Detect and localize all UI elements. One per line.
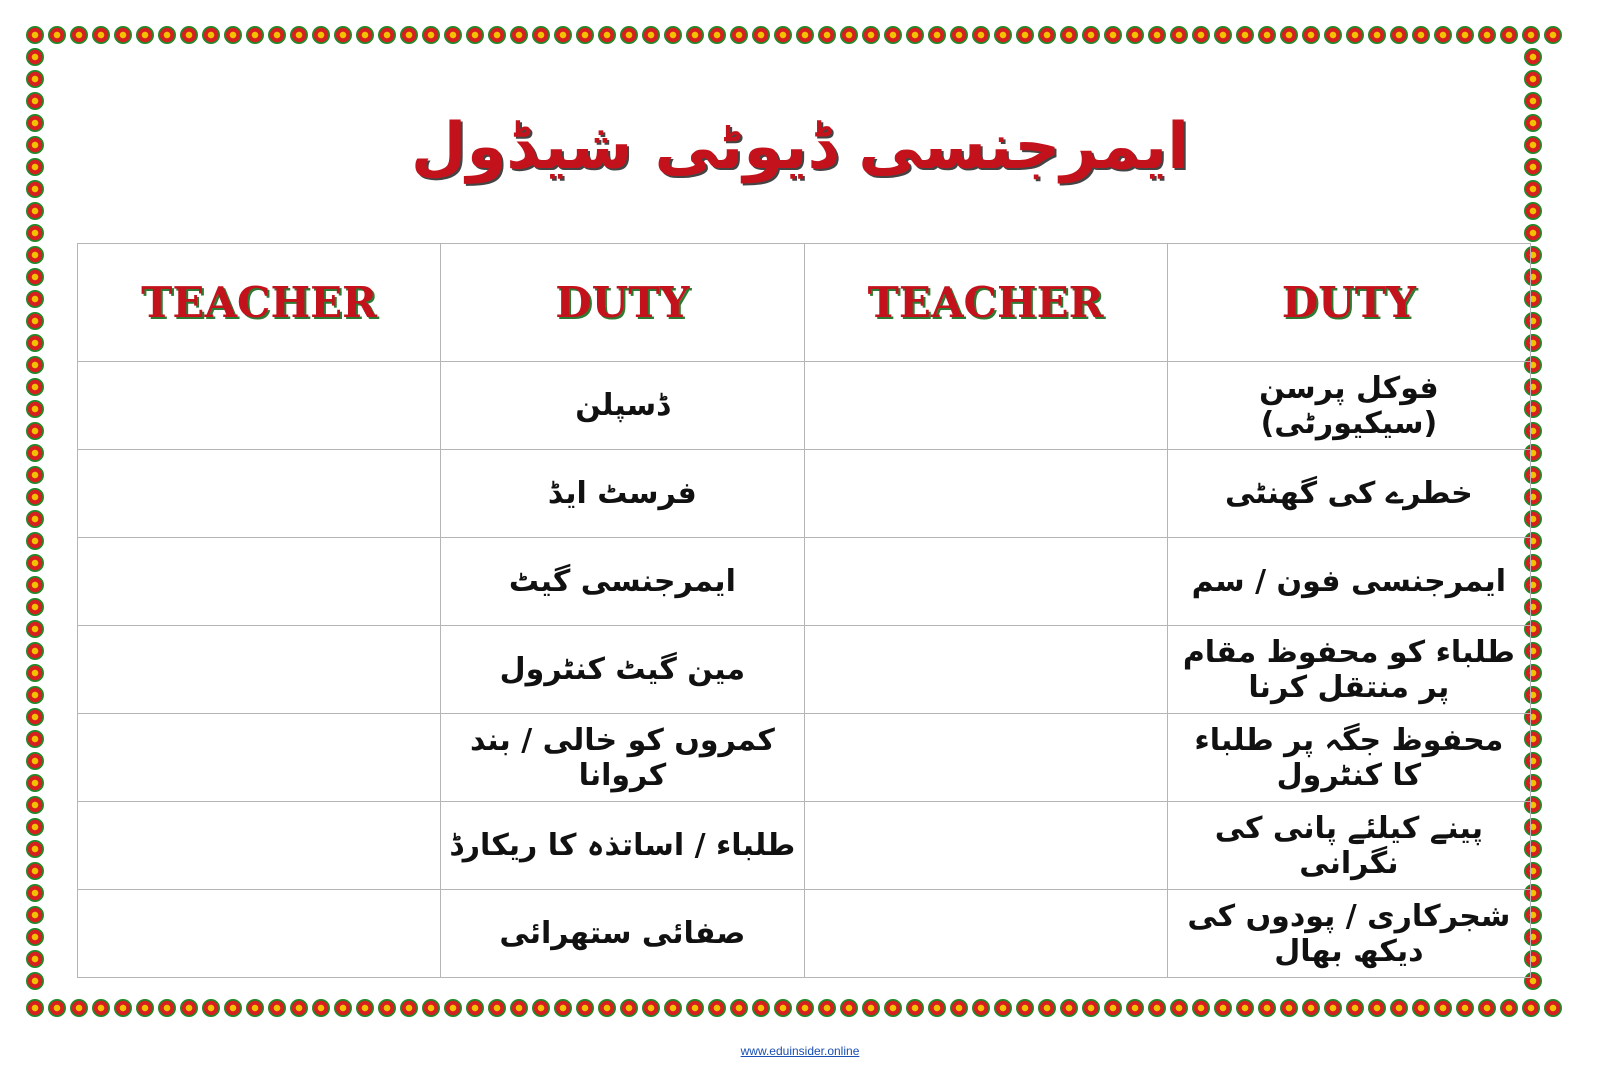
- flower-icon: [290, 26, 308, 44]
- flower-icon: [906, 999, 924, 1017]
- flower-icon: [1522, 999, 1540, 1017]
- flower-icon: [928, 999, 946, 1017]
- flower-icon: [114, 26, 132, 44]
- table-row: [78, 626, 1531, 714]
- flower-icon: [114, 999, 132, 1017]
- flower-icon: [1390, 26, 1408, 44]
- flower-icon: [356, 999, 374, 1017]
- flower-icon: [642, 26, 660, 44]
- flower-icon: [26, 730, 44, 748]
- flower-icon: [1302, 999, 1320, 1017]
- flower-icon: [422, 999, 440, 1017]
- flower-icon: [1302, 26, 1320, 44]
- flower-icon: [26, 554, 44, 572]
- flower-icon: [1192, 999, 1210, 1017]
- flower-icon: [1082, 999, 1100, 1017]
- flower-icon: [1346, 26, 1364, 44]
- flower-icon: [686, 999, 704, 1017]
- table-row: [78, 362, 1531, 450]
- teacher-cell[interactable]: [78, 450, 441, 538]
- flower-icon: [26, 928, 44, 946]
- flower-icon: [1324, 999, 1342, 1017]
- flower-icon: [1170, 26, 1188, 44]
- flower-icon: [444, 26, 462, 44]
- flower-icon: [1280, 999, 1298, 1017]
- flower-icon: [26, 576, 44, 594]
- flower-icon: [26, 999, 44, 1017]
- website-link[interactable]: www.eduinsider.online: [740, 1044, 860, 1058]
- flower-icon: [26, 950, 44, 968]
- flower-icon: [598, 999, 616, 1017]
- flower-icon: [1104, 999, 1122, 1017]
- flower-icon: [268, 26, 286, 44]
- header-row: [78, 244, 1531, 362]
- flower-icon: [400, 999, 418, 1017]
- flower-icon: [1346, 999, 1364, 1017]
- flower-icon: [928, 26, 946, 44]
- flower-icon: [1524, 202, 1542, 220]
- teacher-cell[interactable]: [78, 538, 441, 626]
- flower-icon: [26, 268, 44, 286]
- table-row: [78, 714, 1531, 802]
- flower-icon: [576, 999, 594, 1017]
- flower-icon: [268, 999, 286, 1017]
- teacher-cell[interactable]: [78, 626, 441, 714]
- flower-icon: [1214, 26, 1232, 44]
- flower-icon: [1280, 26, 1298, 44]
- flower-icon: [554, 999, 572, 1017]
- flower-icon: [994, 26, 1012, 44]
- flower-icon: [1368, 26, 1386, 44]
- flower-icon: [1478, 999, 1496, 1017]
- flower-icon: [26, 884, 44, 902]
- flower-icon: [1148, 999, 1166, 1017]
- flower-border-top: [24, 24, 1576, 46]
- flower-icon: [466, 26, 484, 44]
- flower-icon: [180, 26, 198, 44]
- flower-icon: [48, 999, 66, 1017]
- flower-icon: [26, 818, 44, 836]
- duty-cell: شجرکاری / پودوں کی دیکھ بھال: [1167, 890, 1530, 978]
- duty-cell: کمروں کو خالی / بند کروانا: [441, 714, 804, 802]
- flower-icon: [1412, 26, 1430, 44]
- flower-icon: [884, 999, 902, 1017]
- flower-icon: [26, 598, 44, 616]
- teacher-cell[interactable]: [78, 802, 441, 890]
- flower-icon: [224, 999, 242, 1017]
- flower-icon: [290, 999, 308, 1017]
- flower-icon: [1368, 999, 1386, 1017]
- flower-icon: [862, 999, 880, 1017]
- flower-icon: [92, 999, 110, 1017]
- flower-icon: [422, 26, 440, 44]
- flower-icon: [510, 999, 528, 1017]
- flower-icon: [26, 48, 44, 66]
- duty-cell: فرسٹ ایڈ: [441, 450, 804, 538]
- flower-icon: [1500, 999, 1518, 1017]
- flower-icon: [334, 999, 352, 1017]
- flower-icon: [1524, 92, 1542, 110]
- flower-icon: [26, 796, 44, 814]
- flower-icon: [620, 26, 638, 44]
- flower-icon: [1104, 26, 1122, 44]
- flower-icon: [730, 999, 748, 1017]
- flower-icon: [642, 999, 660, 1017]
- flower-icon: [26, 466, 44, 484]
- flower-icon: [950, 999, 968, 1017]
- flower-icon: [26, 708, 44, 726]
- flower-icon: [1170, 999, 1188, 1017]
- flower-icon: [312, 999, 330, 1017]
- flower-icon: [774, 26, 792, 44]
- flower-icon: [26, 906, 44, 924]
- flower-icon: [752, 26, 770, 44]
- flower-icon: [26, 70, 44, 88]
- flower-icon: [136, 26, 154, 44]
- flower-icon: [532, 26, 550, 44]
- flower-icon: [26, 92, 44, 110]
- flower-icon: [598, 26, 616, 44]
- duty-cell: صفائی ستھرائی: [441, 890, 804, 978]
- flower-icon: [26, 422, 44, 440]
- flower-icon: [1126, 26, 1144, 44]
- teacher-cell[interactable]: [804, 626, 1167, 714]
- flower-icon: [1500, 26, 1518, 44]
- flower-icon: [312, 26, 330, 44]
- flower-icon: [180, 999, 198, 1017]
- flower-icon: [26, 664, 44, 682]
- flower-icon: [26, 246, 44, 264]
- flower-icon: [1524, 224, 1542, 242]
- flower-icon: [26, 510, 44, 528]
- duty-cell: ایمرجنسی گیٹ: [441, 538, 804, 626]
- flower-icon: [26, 620, 44, 638]
- teacher-cell[interactable]: [804, 890, 1167, 978]
- flower-icon: [70, 26, 88, 44]
- flower-icon: [1544, 26, 1562, 44]
- flower-icon: [26, 686, 44, 704]
- header-duty-2: DUTY: [1167, 244, 1530, 362]
- flower-icon: [730, 26, 748, 44]
- flower-icon: [818, 26, 836, 44]
- flower-icon: [840, 999, 858, 1017]
- flower-icon: [48, 26, 66, 44]
- flower-border-bottom: [24, 997, 1576, 1019]
- teacher-cell[interactable]: [78, 362, 441, 450]
- flower-icon: [246, 26, 264, 44]
- flower-icon: [1524, 48, 1542, 66]
- teacher-cell[interactable]: [804, 538, 1167, 626]
- flower-icon: [972, 999, 990, 1017]
- teacher-cell[interactable]: [804, 802, 1167, 890]
- flower-icon: [158, 26, 176, 44]
- table-row: [78, 890, 1531, 978]
- flower-icon: [950, 26, 968, 44]
- flower-icon: [994, 999, 1012, 1017]
- flower-icon: [70, 999, 88, 1017]
- flower-icon: [444, 999, 462, 1017]
- flower-icon: [356, 26, 374, 44]
- flower-icon: [224, 26, 242, 44]
- flower-icon: [1324, 26, 1342, 44]
- flower-icon: [1258, 26, 1276, 44]
- duty-cell: طلباء / اساتذہ کا ریکارڈ: [441, 802, 804, 890]
- header-duty-1: DUTY: [441, 244, 804, 362]
- teacher-cell[interactable]: [804, 714, 1167, 802]
- flower-icon: [26, 532, 44, 550]
- duty-cell: خطرے کی گھنٹی: [1167, 450, 1530, 538]
- flower-icon: [26, 972, 44, 990]
- flower-icon: [510, 26, 528, 44]
- flower-icon: [1456, 999, 1474, 1017]
- page-title: ایمرجنسی ڈیوٹی شیڈول: [410, 110, 1190, 184]
- flower-icon: [488, 26, 506, 44]
- flower-icon: [1082, 26, 1100, 44]
- duty-cell: مین گیٹ کنٹرول: [441, 626, 804, 714]
- flower-icon: [26, 290, 44, 308]
- flower-icon: [400, 26, 418, 44]
- duty-cell: ایمرجنسی فون / سم: [1167, 538, 1530, 626]
- flower-icon: [1038, 26, 1056, 44]
- flower-icon: [1192, 26, 1210, 44]
- duty-cell: ڈسپلن: [441, 362, 804, 450]
- flower-icon: [1016, 26, 1034, 44]
- flower-icon: [1016, 999, 1034, 1017]
- flower-icon: [1412, 999, 1430, 1017]
- flower-icon: [26, 400, 44, 418]
- flower-border-left: [24, 46, 46, 997]
- flower-icon: [1060, 26, 1078, 44]
- flower-icon: [1038, 999, 1056, 1017]
- flower-icon: [26, 862, 44, 880]
- flower-icon: [906, 26, 924, 44]
- flower-icon: [1214, 999, 1232, 1017]
- flower-icon: [1148, 26, 1166, 44]
- flower-icon: [1258, 999, 1276, 1017]
- flower-icon: [466, 999, 484, 1017]
- flower-icon: [1236, 26, 1254, 44]
- flower-icon: [1390, 999, 1408, 1017]
- flower-icon: [1126, 999, 1144, 1017]
- flower-icon: [26, 774, 44, 792]
- teacher-cell[interactable]: [78, 714, 441, 802]
- flower-icon: [92, 26, 110, 44]
- flower-icon: [752, 999, 770, 1017]
- teacher-cell[interactable]: [804, 450, 1167, 538]
- flower-icon: [26, 26, 44, 44]
- flower-icon: [796, 999, 814, 1017]
- table-row: [78, 538, 1531, 626]
- flower-icon: [246, 999, 264, 1017]
- duty-cell: طلباء کو محفوظ مقام پر منتقل کرنا: [1167, 626, 1530, 714]
- flower-icon: [26, 840, 44, 858]
- duty-schedule-table: [77, 243, 1531, 978]
- flower-icon: [26, 312, 44, 330]
- flower-icon: [664, 999, 682, 1017]
- flower-icon: [554, 26, 572, 44]
- teacher-cell[interactable]: [804, 362, 1167, 450]
- flower-icon: [1544, 999, 1562, 1017]
- flower-icon: [378, 999, 396, 1017]
- flower-icon: [708, 999, 726, 1017]
- duty-cell: محفوظ جگہ پر طلباء کا کنٹرول: [1167, 714, 1530, 802]
- flower-icon: [1478, 26, 1496, 44]
- flower-icon: [158, 999, 176, 1017]
- flower-icon: [774, 999, 792, 1017]
- flower-icon: [488, 999, 506, 1017]
- duty-cell: پینے کیلئے پانی کی نگرانی: [1167, 802, 1530, 890]
- flower-icon: [972, 26, 990, 44]
- flower-icon: [796, 26, 814, 44]
- flower-icon: [1236, 999, 1254, 1017]
- flower-icon: [26, 356, 44, 374]
- header-teacher-2: TEACHER: [804, 244, 1167, 362]
- flower-icon: [26, 642, 44, 660]
- flower-icon: [884, 26, 902, 44]
- teacher-cell[interactable]: [78, 890, 441, 978]
- flower-icon: [620, 999, 638, 1017]
- flower-icon: [378, 26, 396, 44]
- flower-icon: [1522, 26, 1540, 44]
- flower-icon: [334, 26, 352, 44]
- flower-icon: [136, 999, 154, 1017]
- flower-icon: [26, 752, 44, 770]
- flower-icon: [26, 444, 44, 462]
- flower-icon: [708, 26, 726, 44]
- flower-icon: [818, 999, 836, 1017]
- flower-icon: [26, 488, 44, 506]
- flower-icon: [1434, 999, 1452, 1017]
- flower-icon: [26, 334, 44, 352]
- flower-icon: [862, 26, 880, 44]
- flower-icon: [532, 999, 550, 1017]
- flower-icon: [1060, 999, 1078, 1017]
- flower-icon: [202, 26, 220, 44]
- duty-cell: فوکل پرسن (سیکیورٹی): [1167, 362, 1530, 450]
- header-teacher-1: TEACHER: [78, 244, 441, 362]
- flower-icon: [26, 378, 44, 396]
- table-row: [78, 802, 1531, 890]
- flower-icon: [202, 999, 220, 1017]
- flower-icon: [664, 26, 682, 44]
- flower-icon: [1524, 70, 1542, 88]
- flower-icon: [1456, 26, 1474, 44]
- flower-icon: [686, 26, 704, 44]
- flower-icon: [576, 26, 594, 44]
- flower-icon: [840, 26, 858, 44]
- flower-icon: [1434, 26, 1452, 44]
- table-row: [78, 450, 1531, 538]
- flower-icon: [26, 224, 44, 242]
- flower-icon: [26, 202, 44, 220]
